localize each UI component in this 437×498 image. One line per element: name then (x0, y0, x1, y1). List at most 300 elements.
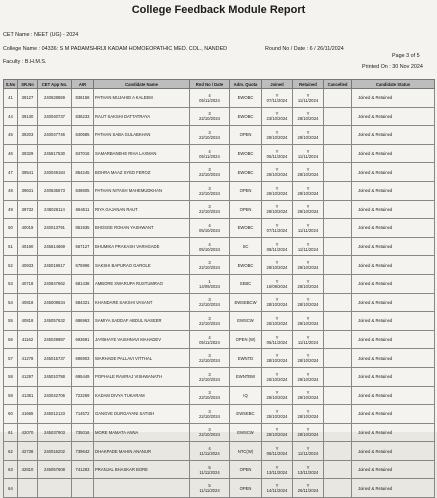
sr-no (18, 479, 38, 498)
round-date (190, 442, 230, 461)
retained (293, 200, 324, 219)
cet-app-no: 245008634 (38, 293, 72, 312)
round-date-date: 05/11/2024 (199, 153, 220, 159)
round-date-value: 4 (208, 148, 211, 154)
round-date-date: 22/10/2024 (199, 172, 220, 178)
cet-app-no: 240047746 (38, 126, 72, 145)
joined (262, 126, 293, 145)
candidate-status: Joined & Retained (352, 219, 435, 238)
round-date (190, 126, 230, 145)
candidate-status: Joined & Retained (352, 89, 435, 108)
cet-app-no: 240016202 (38, 442, 72, 461)
retained-date: 28/10/2024 (297, 134, 319, 140)
round-date-date: 22/10/2024 (199, 358, 220, 364)
round-date (190, 386, 230, 405)
candidate-status: Joined & Retained (352, 442, 435, 461)
retained (293, 330, 324, 349)
candidate-name: SAKSHI BAPURAO GAROLE (94, 256, 190, 275)
cancelled (324, 237, 352, 256)
adm-quota: NTC(W) (230, 442, 262, 461)
joined (262, 107, 293, 126)
candidate-status: Joined & Retained (352, 163, 435, 182)
serial-no: 41 (4, 89, 18, 108)
cancelled (324, 126, 352, 145)
retained-date: 28/10/2024 (297, 320, 319, 326)
air: 675996 (72, 256, 94, 275)
candidate-name: PATHAN NITASH MAHEMUDKHAN (94, 181, 190, 200)
table-row (4, 274, 435, 293)
adm-quota: EWOBC (230, 163, 262, 182)
round-date (190, 479, 230, 498)
round-date-date: 22/10/2024 (199, 432, 220, 438)
serial-no: 55 (4, 312, 18, 331)
retained-value: Y (306, 92, 310, 98)
sr-no: 41162 (18, 330, 38, 349)
sr-no: 39127 (18, 89, 38, 108)
air: 695449 (72, 367, 94, 386)
joined-value: Y (275, 148, 279, 154)
serial-no: 48 (4, 181, 18, 200)
candidate-name: MORE MAMATA ANNA (94, 423, 190, 442)
table-row (4, 89, 435, 108)
air: 739642 (72, 442, 94, 461)
sr-no: 39130 (18, 107, 38, 126)
retained-value: Y (306, 204, 310, 210)
serial-no: 58 (4, 367, 18, 386)
round-date-value: 4 (208, 222, 211, 228)
round-date-date: 22/10/2024 (199, 265, 220, 271)
candidate-status: Joined & Retained (352, 460, 435, 479)
sr-no: 41278 (18, 349, 38, 368)
sr-no: 42810 (18, 460, 38, 479)
sr-no: 41665 (18, 405, 38, 424)
retained (293, 256, 324, 275)
cancelled (324, 386, 352, 405)
table-row (4, 386, 435, 405)
retained (293, 405, 324, 424)
round-date-value: 3 (208, 260, 211, 266)
joined-date: 25/10/2024 (266, 432, 288, 438)
retained-value: Y (306, 446, 310, 452)
joined (262, 293, 293, 312)
round-date-value: 3 (208, 371, 211, 377)
column-header: Adm. Quota (230, 80, 262, 89)
column-header: Cancelled (324, 80, 352, 89)
serial-no: 63 (4, 460, 18, 479)
round-date-value: 4 (208, 241, 211, 247)
cet-app-no: 245010788 (38, 367, 72, 386)
joined-value: Y (275, 315, 279, 321)
candidate-name: POPHALE RAVIRAJ VISHWANATH (94, 367, 190, 386)
cet-app-no: 245817530 (38, 144, 72, 163)
adm-quota: EWNTBW (230, 367, 262, 386)
round-date-value: 4 (208, 446, 211, 452)
sr-no: 41381 (18, 386, 38, 405)
cancelled (324, 349, 352, 368)
air: 836233 (72, 107, 94, 126)
retained-value: Y (306, 148, 310, 154)
adm-quota: OPEN (W) (230, 330, 262, 349)
sr-no: 40190 (18, 237, 38, 256)
serial-no: 64 (4, 479, 18, 498)
cet-app-no: 240040737 (38, 107, 72, 126)
joined (262, 460, 293, 479)
candidate-name: PRANJAL BHASKAR BORE (94, 460, 190, 479)
joined (262, 330, 293, 349)
round-date-date: 22/10/2024 (199, 209, 220, 215)
joined-date: 16/09/2024 (266, 283, 288, 289)
retained (293, 367, 324, 386)
table-row (4, 423, 435, 442)
round-date-value: 5 (208, 464, 211, 470)
serial-no: 45 (4, 126, 18, 145)
cancelled (324, 460, 352, 479)
cet-app-no: 245012123 (38, 405, 72, 424)
joined-value: Y (275, 241, 279, 247)
round-date-value: 4 (208, 92, 211, 98)
round-date (190, 107, 230, 126)
round-date-date: 22/10/2024 (199, 395, 220, 401)
joined (262, 386, 293, 405)
candidate-name: RIYA GAJANAN RAUT (94, 200, 190, 219)
joined-value: Y (275, 427, 279, 433)
round-date (190, 237, 230, 256)
adm-quota: EWOBC (230, 144, 262, 163)
retained-value: Y (306, 315, 310, 321)
retained-date: 28/10/2024 (297, 116, 319, 122)
air: 735016 (72, 423, 94, 442)
retained-date: 28/10/2024 (297, 283, 319, 289)
table-row (4, 349, 435, 368)
retained-date: 28/10/2024 (297, 395, 319, 401)
joined-date: 07/11/2024 (266, 227, 288, 233)
round-date-date: 22/10/2024 (199, 302, 220, 308)
round-date (190, 89, 230, 108)
joined-date: 25/10/2024 (266, 413, 288, 419)
round-date-value: 3 (208, 204, 211, 210)
round-date-value: 4 (208, 334, 211, 340)
table-row (4, 312, 435, 331)
joined-value: Y (275, 260, 279, 266)
retained-value: Y (306, 427, 310, 433)
air: 684321 (72, 293, 94, 312)
joined-date: 05/11/2024 (266, 153, 288, 159)
candidate-status: Joined & Retained (352, 181, 435, 200)
joined-date: 13/11/2024 (266, 469, 288, 475)
sr-no: 40933 (18, 256, 38, 275)
cancelled (324, 256, 352, 275)
retained-value: Y (306, 111, 310, 117)
retained (293, 274, 324, 293)
round-date-date: 05/11/2024 (199, 339, 220, 345)
joined-value: Y (275, 483, 279, 489)
round-date-date: 05/11/2024 (199, 97, 220, 103)
report-title: College Feedback Module Report (131, 4, 306, 16)
adm-quota: OPEN (230, 479, 262, 498)
round-date-date: 22/10/2024 (199, 116, 220, 122)
retained-value: Y (306, 390, 310, 396)
sr-no: 39732 (18, 200, 38, 219)
joined-value: Y (275, 464, 279, 470)
table-row (4, 405, 435, 424)
round-date (190, 181, 230, 200)
adm-quota: EWSCW (230, 312, 262, 331)
adm-quota: EWSEBCW (230, 293, 262, 312)
joined (262, 200, 293, 219)
candidate-status: Joined & Retained (352, 330, 435, 349)
round-date-value: 1 (208, 278, 211, 284)
cancelled (324, 274, 352, 293)
printed-on: Printed On : 30 Nov 2024 (362, 64, 423, 70)
round-date (190, 312, 230, 331)
round-date-date: 22/10/2024 (199, 413, 220, 419)
column-header: S.No (4, 80, 18, 89)
round-date-value: 3 (208, 185, 211, 191)
retained-date: 28/10/2024 (297, 209, 319, 215)
retained (293, 126, 324, 145)
sr-no: 40718 (18, 274, 38, 293)
table-row (4, 219, 435, 238)
cancelled (324, 163, 352, 182)
candidate-status: Joined & Retained (352, 293, 435, 312)
table-row (4, 330, 435, 349)
table-row (4, 200, 435, 219)
round-date-date: 22/10/2024 (199, 320, 220, 326)
candidate-table (3, 79, 435, 498)
cancelled (324, 405, 352, 424)
cancelled (324, 330, 352, 349)
cet-app-no: 240635573 (38, 181, 72, 200)
adm-quota: IQ (230, 386, 262, 405)
retained (293, 442, 324, 461)
retained-value: Y (306, 483, 310, 489)
retained-date: 28/10/2024 (297, 358, 319, 364)
joined (262, 181, 293, 200)
candidate-status: Joined & Retained (352, 256, 435, 275)
serial-no: 56 (4, 330, 18, 349)
table-row (4, 144, 435, 163)
retained-date: 11/11/2024 (297, 227, 319, 233)
retained-date: 28/10/2024 (297, 190, 319, 196)
table-row (4, 181, 435, 200)
cet-name: CET Name : NEET (UG) - 2024 (3, 32, 79, 38)
retained (293, 144, 324, 163)
cet-app-no: 245057608 (38, 460, 72, 479)
adm-quota: EWNTD (230, 349, 262, 368)
round-date-value: 5 (208, 483, 211, 489)
candidate-name: DHAKPADE MAHIN ANANUR (94, 442, 190, 461)
joined-value: Y (275, 278, 279, 284)
joined-date: 28/10/2024 (266, 134, 288, 140)
adm-quota: EWSCW (230, 423, 262, 442)
adm-quota: EWOBC (230, 219, 262, 238)
candidate-name: WARHADE PALLAVI VITTHAL (94, 349, 190, 368)
joined (262, 312, 293, 331)
joined-value: Y (275, 185, 279, 191)
joined-date: 25/10/2024 (266, 172, 288, 178)
serial-no: 52 (4, 256, 18, 275)
retained (293, 479, 324, 498)
cancelled (324, 219, 352, 238)
serial-no: 57 (4, 349, 18, 368)
air: 840685 (72, 126, 94, 145)
retained (293, 423, 324, 442)
joined-value: Y (275, 111, 279, 117)
joined (262, 405, 293, 424)
table-row (4, 460, 435, 479)
cet-app-no: 245614669 (38, 237, 72, 256)
round-date (190, 367, 230, 386)
table-row (4, 293, 435, 312)
sr-no: 39203 (18, 126, 38, 145)
round-date-value: 3 (208, 427, 211, 433)
candidate-name: JAYBHAYE VAISHNAVI MAHADEV (94, 330, 190, 349)
round-date (190, 349, 230, 368)
cet-app-no (38, 479, 72, 498)
joined-value: Y (275, 222, 279, 228)
cet-app-no: 245037903 (38, 423, 72, 442)
column-header: CET App No. (38, 80, 72, 89)
page-number: Page 3 of 5 (392, 53, 420, 59)
joined-date: 14/11/2024 (266, 488, 288, 494)
serial-no: 51 (4, 237, 18, 256)
candidate-name: SAMARBANEHE RIHA LAXMAN (94, 144, 190, 163)
round-no-date: Round No / Date : 6 / 26/11/2024 (265, 46, 344, 52)
candidate-status: Joined & Retained (352, 386, 435, 405)
retained-date: 26/11/2024 (297, 488, 319, 494)
retained-value: Y (306, 167, 310, 173)
cancelled (324, 144, 352, 163)
column-header: Candidate Name (94, 80, 190, 89)
round-date-date: 05/10/2024 (199, 246, 220, 252)
candidate-status: Joined & Retained (352, 237, 435, 256)
cet-app-no: 240628869 (38, 89, 72, 108)
table-header-row (4, 80, 435, 89)
cet-app-no: 245029987 (38, 330, 72, 349)
cancelled (324, 181, 352, 200)
retained (293, 219, 324, 238)
joined (262, 256, 293, 275)
joined (262, 219, 293, 238)
candidate-name: RAUT SAKSHI DATTATRAYA (94, 107, 190, 126)
candidate-name: BHOSGE ROHAN YASHWANT (94, 219, 190, 238)
retained-date: 11/11/2024 (297, 339, 319, 345)
air: 723269 (72, 386, 94, 405)
joined (262, 367, 293, 386)
retained-value: Y (306, 278, 310, 284)
table-row (4, 163, 435, 182)
round-date-value: 3 (208, 353, 211, 359)
sr-no: 39329 (18, 144, 38, 163)
retained-value: Y (306, 334, 310, 340)
cet-app-no: 240013791 (38, 219, 72, 238)
round-date (190, 144, 230, 163)
retained-value: Y (306, 129, 310, 135)
retained-value: Y (306, 371, 310, 377)
adm-quota: OPEN (230, 181, 262, 200)
cancelled (324, 200, 352, 219)
serial-no: 50 (4, 219, 18, 238)
adm-quota: EWOBC (230, 89, 262, 108)
candidate-status: Joined & Retained (352, 107, 435, 126)
joined-value: Y (275, 334, 279, 340)
candidate-name: PATHAN MUJAHID A KALEEM (94, 89, 190, 108)
retained-value: Y (306, 260, 310, 266)
retained-value: Y (306, 353, 310, 359)
cet-app-no: 245019617 (38, 256, 72, 275)
air: 667127 (72, 237, 94, 256)
round-date-date: 05/10/2024 (199, 227, 220, 233)
air: 696903 (72, 349, 94, 368)
joined-date: 26/10/2024 (266, 395, 288, 401)
joined-date: 28/10/2024 (266, 302, 288, 308)
table-row (4, 126, 435, 145)
sr-no: 40818 (18, 312, 38, 331)
joined-value: Y (275, 446, 279, 452)
joined-date: 08/11/2024 (266, 246, 288, 252)
air: 686963 (72, 312, 94, 331)
serial-no: 60 (4, 405, 18, 424)
round-date-value: 3 (208, 390, 211, 396)
retained-date: 28/10/2024 (297, 302, 319, 308)
retained-date: 11/11/2024 (297, 153, 319, 159)
air: 664611 (72, 200, 94, 219)
air: 854245 (72, 163, 94, 182)
table-row (4, 256, 435, 275)
retained-value: Y (306, 222, 310, 228)
air: 848605 (72, 181, 94, 200)
retained-value: Y (306, 297, 310, 303)
round-date-date: 11/11/2024 (199, 469, 220, 475)
joined-date: 23/10/2024 (266, 116, 288, 122)
candidate-status: Joined & Retained (352, 423, 435, 442)
retained-value: Y (306, 464, 310, 470)
adm-quota: EWSEBC (230, 405, 262, 424)
joined-value: Y (275, 390, 279, 396)
joined-value: Y (275, 371, 279, 377)
candidate-name: GANGVE DURGAYANI SATISH (94, 405, 190, 424)
retained-date: 11/11/2024 (297, 246, 319, 252)
retained-date: 11/11/2024 (297, 451, 319, 457)
joined-date: 08/11/2024 (266, 451, 288, 457)
candidate-name: SAMIYA SADDAF ABDUL NASEER (94, 312, 190, 331)
cet-app-no: 240647662 (38, 274, 72, 293)
joined-value: Y (275, 167, 279, 173)
air: 851935 (72, 219, 94, 238)
adm-quota: OPEN (230, 460, 262, 479)
cancelled (324, 107, 352, 126)
serial-no: 47 (4, 163, 18, 182)
retained (293, 386, 324, 405)
column-header: Retained (293, 80, 324, 89)
joined-date: 07/11/2024 (266, 97, 288, 103)
joined-date: 25/10/2024 (266, 376, 288, 382)
round-date-value: 3 (208, 167, 211, 173)
candidate-status: Joined & Retained (352, 405, 435, 424)
round-date-date: 22/10/2024 (199, 376, 220, 382)
candidate-status: Joined & Retained (352, 274, 435, 293)
cancelled (324, 423, 352, 442)
cancelled (324, 367, 352, 386)
candidate-status: Joined & Retained (352, 367, 435, 386)
cet-app-no: 240049184 (38, 163, 72, 182)
table-row (4, 479, 435, 498)
table-row (4, 442, 435, 461)
candidate-name (94, 479, 190, 498)
round-date (190, 460, 230, 479)
air: 741283 (72, 460, 94, 479)
adm-quota: EWOBC (230, 107, 262, 126)
